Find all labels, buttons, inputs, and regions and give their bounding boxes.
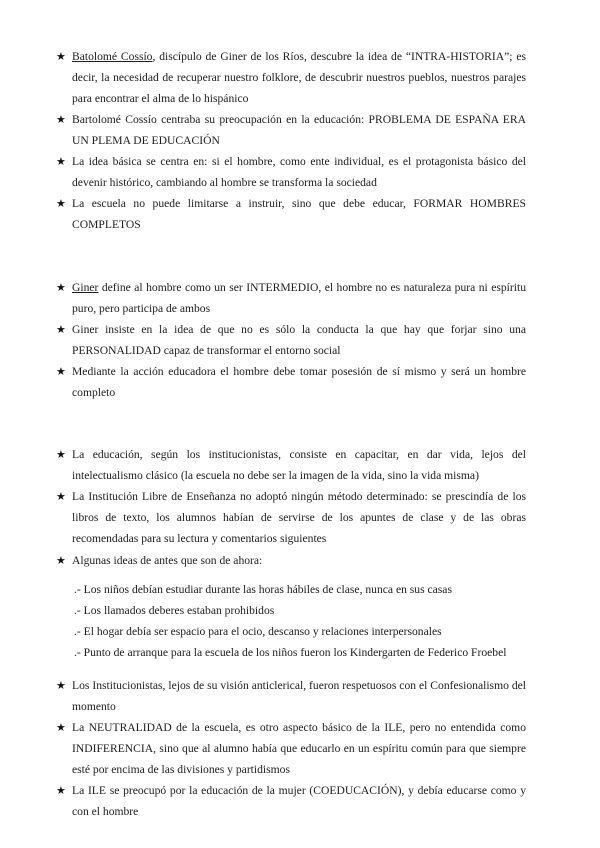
star-bullet-icon: ★ (56, 113, 66, 126)
star-bullet-icon: ★ (56, 155, 66, 168)
sub-list-item: .- Punto de arranque para la escuela de los niños fueron los Kindergarten de Federico Froebel (74, 646, 507, 659)
bullet-item: ★ Los Institucionistas, lejos de su visión anticlerical, fueron respetuosos con el Confesionalismo del momento (56, 675, 526, 717)
sub-list-item: .- Los niños debían estudiar durante las horas hábiles de clase, nunca en sus casas (74, 583, 452, 596)
bullet-item: ★ Bartolomé Cossío centraba su preocupación en la educación: PROBLEMA DE ESPAÑA ERA UN PLEMA DE EDUCACIÓN (56, 109, 526, 151)
star-bullet-icon: ★ (56, 784, 66, 797)
star-bullet-icon: ★ (56, 365, 66, 378)
bullet-item: ★ La NEUTRALIDAD de la escuela, es otro aspecto básico de la ILE, pero no entendida como INDIFERENCIA, sino que al alumno había que educarlo en un espíritu común para que siempre esté por encima de las divisiones y partidismos (56, 717, 526, 780)
star-bullet-icon: ★ (56, 679, 66, 692)
sub-list-item: .- Los llamados deberes estaban prohibidos (74, 604, 275, 617)
star-bullet-icon: ★ (56, 721, 66, 734)
bullet-item: ★ La Institución Libre de Enseñanza no adoptó ningún método determinado: se prescindía de los libros de texto, los alumnos habían de servirse de los apuntes de clase y de las obras recomendadas para su lectura y comentarios siguientes (56, 486, 526, 549)
star-bullet-icon: ★ (56, 197, 66, 210)
bullet-item: ★ La educación, según los institucionistas, consiste en capacitar, en dar vida, lejos del intelectualismo clásico (la escuela no debe ser la imagen de la vida, sino la vida misma) (56, 444, 526, 486)
bullet-item: ★ Algunas ideas de antes que son de ahora: (56, 550, 526, 571)
bullet-item: ★ Batolomé Cossío, discípulo de Giner de los Ríos, descubre la idea de “INTRA-HISTORIA”; es decir, la necesidad de recuperar nuestro folklore, de descubrir nuestros pueblos, nuestros parajes para encontrar el alma de lo hispánico (56, 46, 526, 109)
sub-list-item: .- El hogar debía ser espacio para el ocio, descanso y relaciones interpersonales (74, 625, 442, 638)
star-bullet-icon: ★ (56, 323, 66, 336)
bullet-item: ★ Giner define al hombre como un ser INTERMEDIO, el hombre no es naturaleza pura ni espíritu puro, pero participa de ambos (56, 277, 526, 319)
bullet-item: ★ La escuela no puede limitarse a instruir, sino que debe educar, FORMAR HOMBRES COMPLETOS (56, 193, 526, 235)
bullet-item: ★ Giner insiste en la idea de que no es sólo la conducta la que hay que forjar sino una PERSONALIDAD capaz de transformar el entorno social (56, 319, 526, 361)
underlined-name: Batolomé Cossío (72, 50, 153, 63)
underlined-name: Giner (72, 281, 99, 294)
star-bullet-icon: ★ (56, 554, 66, 567)
star-bullet-icon: ★ (56, 50, 66, 63)
bullet-item: ★ La ILE se preocupó por la educación de la mujer (COEDUCACIÓN), y debía educarse como y con el hombre (56, 780, 526, 822)
star-bullet-icon: ★ (56, 281, 66, 294)
bullet-item: ★ La idea básica se centra en: si el hombre, como ente individual, es el protagonista básico del devenir histórico, cambiando al hombre se transforma la sociedad (56, 151, 526, 193)
star-bullet-icon: ★ (56, 490, 66, 503)
bullet-item: ★ Mediante la acción educadora el hombre debe tomar posesión de sí mismo y será un hombre completo (56, 361, 526, 403)
star-bullet-icon: ★ (56, 448, 66, 461)
